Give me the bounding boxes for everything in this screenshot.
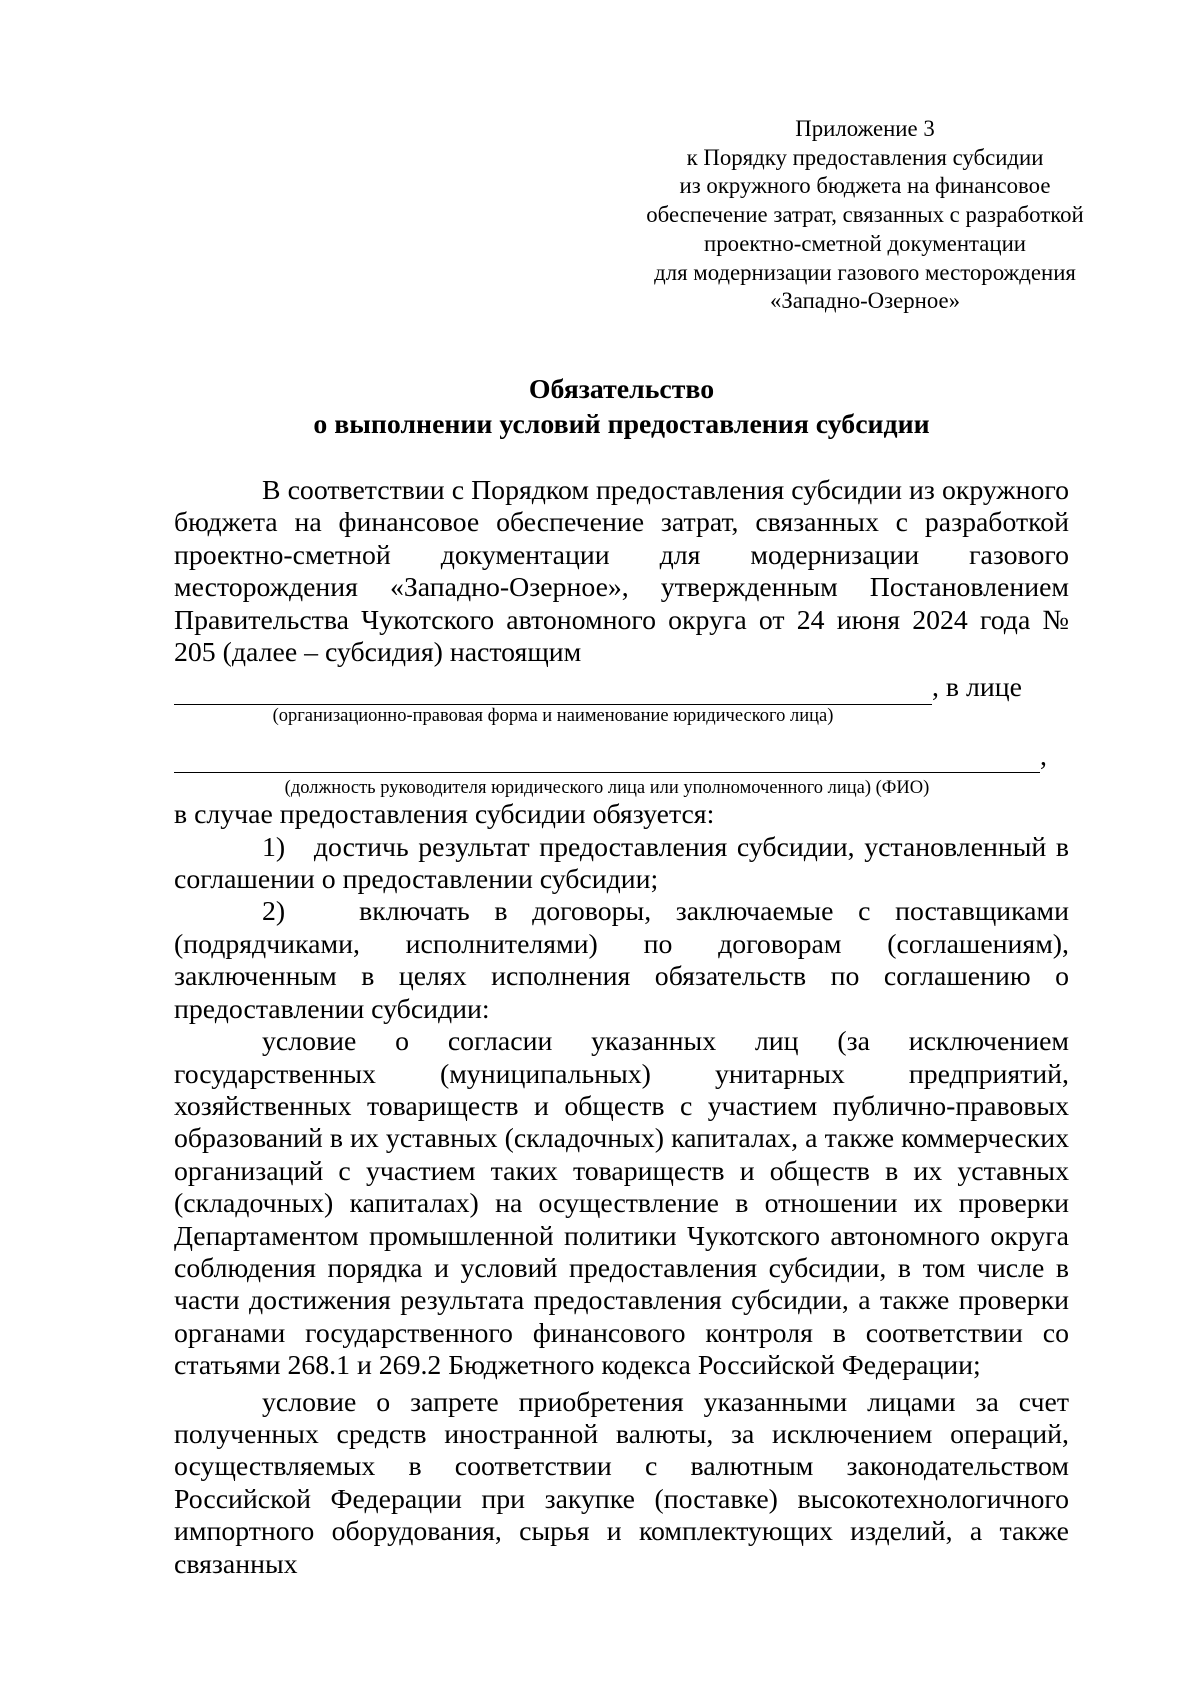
appendix-header (620, 115, 1110, 316)
condition-paragraph-1: условие о согласии указанных лиц (за исключением государственных (муниципальных) унитарных предприятий, хозяйственных товариществ и обществ с участием публично-правовых образований в их уставных (складочных) капиталах, а также коммерческих организаций с участием таких товариществ и обществ в их уставных (складочных) капиталах) на осуществление в отношении их проверки Департаментом промышленной политики Чукотского автономного округа соблюдения порядка и условий предоставления субсидии, в том числе в части достижения результата предоставления субсидии, а также проверки органами государственного финансового контроля в соответствии со статьями 268.1 и 269.2 Бюджетного кодекса Российской Федерации; (174, 1026, 1069, 1382)
appendix-line: проектно-сметной документации (704, 230, 1026, 256)
obligation-item-2: 2) включать в договоры, заключаемые с поставщиками (подрядчиками, исполнителями) по договорам (соглашениям), заключенным в целях исполнения обязательств по соглашению о предоставлении субсидии: (174, 896, 1069, 1025)
appendix-line: к Порядку предоставления субсидии (686, 144, 1044, 170)
document-title (174, 372, 1069, 442)
appendix-line: из окружного бюджета на финансовое (679, 173, 1051, 199)
obligation-lead: в случае предоставления субсидии обязуется: (174, 799, 715, 831)
organization-suffix: , в лице (932, 672, 1022, 704)
organization-blank-line (174, 678, 932, 705)
title-line-1: Обязательство (528, 374, 715, 405)
appendix-line: «Западно-Озерное» (769, 288, 961, 314)
condition-paragraph-2: условие о запрете приобретения указанными лицами за счет полученных средств иностранной валюты, за исключением операций, осуществляемых в соответствии с валютным законодательством Российской Федерации при закупке (поставке) высокотехнологичного импортного оборудования, сырья и комплектующих изделий, а также связанных (174, 1386, 1069, 1580)
person-blank-line (174, 746, 1040, 773)
title-line-2: о выполнении условий предоставления субсидии (313, 409, 930, 440)
obligation-item-1: 1) достичь результат предоставления субсидии, установленный в соглашении о предоставлении субсидии; (174, 831, 1069, 896)
person-suffix: , (1040, 740, 1047, 772)
appendix-line: для модернизации газового месторождения (654, 259, 1076, 285)
appendix-line: Приложение 3 (795, 116, 935, 141)
intro-paragraph: В соответствии с Порядком предоставления субсидии из окружного бюджета на финансовое обеспечение затрат, связанных с разработкой проектно-сметной документации для модернизации газового месторождения «Западно-Озерное», утвержденным Постановлением Правительства Чукотского автономного округа от 24 июня 2024 года № 205 (далее – субсидия) настоящим (174, 475, 1069, 669)
organization-field-row (174, 672, 1069, 704)
person-caption: (должность руководителя юридического лица или уполномоченного лица) (ФИО) (284, 778, 930, 799)
appendix-line: обеспечение затрат, связанных с разработкой (646, 202, 1084, 228)
person-field-row (174, 741, 1069, 773)
document-body (174, 475, 1069, 1581)
organization-caption: (организационно-правовая форма и наименование юридического лица) (272, 705, 834, 726)
